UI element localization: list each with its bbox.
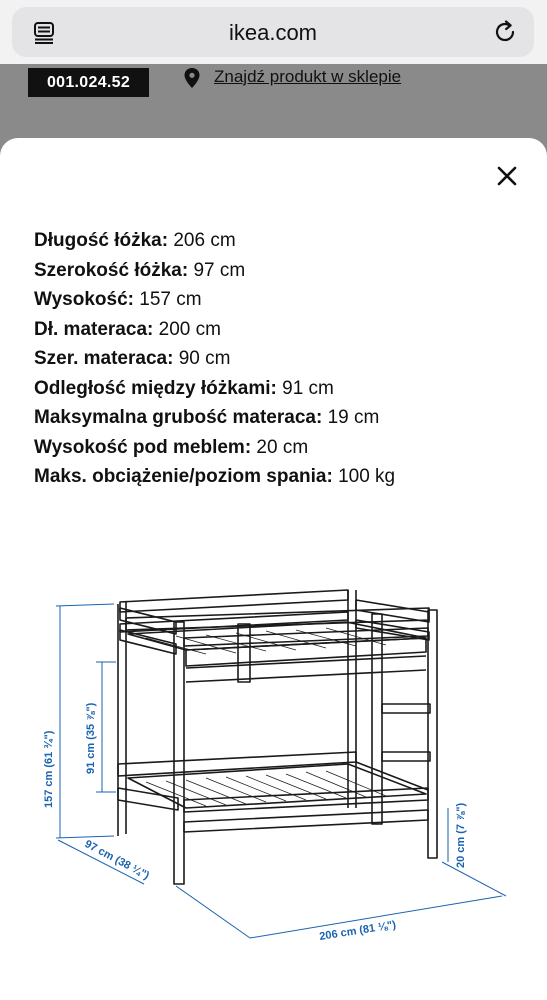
location-pin-icon bbox=[183, 67, 201, 89]
spec-value: 91 cm bbox=[276, 377, 334, 399]
spec-label: Maksymalna grubość materaca: bbox=[34, 407, 323, 428]
specs-list bbox=[34, 226, 534, 492]
spec-label: Dł. materaca: bbox=[34, 318, 154, 340]
spec-row bbox=[34, 285, 534, 315]
spec-value: 97 cm bbox=[188, 259, 246, 281]
article-number-badge: 001.024.52 bbox=[28, 68, 149, 97]
spec-label: Maks. obciążenie/poziom spania: bbox=[34, 466, 333, 487]
spec-label: Wysokość: bbox=[34, 289, 134, 310]
spec-row bbox=[34, 433, 534, 463]
close-icon[interactable] bbox=[493, 162, 521, 190]
height-dimension-label: 157 cm (61 ¾") bbox=[43, 730, 55, 808]
spec-value: 157 cm bbox=[133, 289, 202, 310]
spec-label: Szerokość łóżka: bbox=[34, 259, 189, 281]
length-dimension-label: 206 cm (81 ⅛") bbox=[318, 919, 397, 943]
product-strip bbox=[0, 64, 547, 124]
spec-value: 90 cm bbox=[173, 348, 231, 369]
spec-value: 20 cm bbox=[251, 436, 309, 458]
spec-label: Wysokość pod meblem: bbox=[34, 436, 252, 458]
spec-row bbox=[34, 374, 534, 404]
under-bed-dimension-label: 20 cm (7 ⅞") bbox=[455, 802, 467, 868]
bed-gap-dimension-label: 91 cm (35 ⅞") bbox=[85, 702, 97, 774]
spec-label: Długość łóżka: bbox=[34, 230, 169, 251]
reload-icon[interactable] bbox=[492, 19, 518, 45]
width-dimension-label: 97 cm (38 ¼") bbox=[82, 838, 152, 883]
spec-value: 200 cm bbox=[153, 318, 221, 340]
spec-row bbox=[34, 403, 534, 433]
dimensions-modal bbox=[0, 138, 547, 1000]
spec-row bbox=[34, 462, 534, 492]
spec-row bbox=[34, 344, 534, 374]
browser-toolbar bbox=[0, 0, 547, 64]
address-bar[interactable] bbox=[12, 7, 534, 57]
spec-value: 206 cm bbox=[168, 230, 236, 251]
spec-row bbox=[34, 226, 534, 256]
spec-label: Odległość między łóżkami: bbox=[34, 377, 277, 399]
spec-value: 19 cm bbox=[322, 407, 380, 428]
url-text[interactable]: ikea.com bbox=[228, 20, 318, 45]
spec-label: Szer. materaca: bbox=[34, 348, 174, 369]
spec-row bbox=[34, 315, 534, 345]
spec-value: 100 kg bbox=[332, 466, 396, 487]
spec-row bbox=[34, 256, 534, 286]
bunk-bed-dimension-drawing bbox=[36, 578, 516, 958]
find-in-store-link[interactable]: Znajdź produkt w sklepie bbox=[214, 67, 402, 86]
